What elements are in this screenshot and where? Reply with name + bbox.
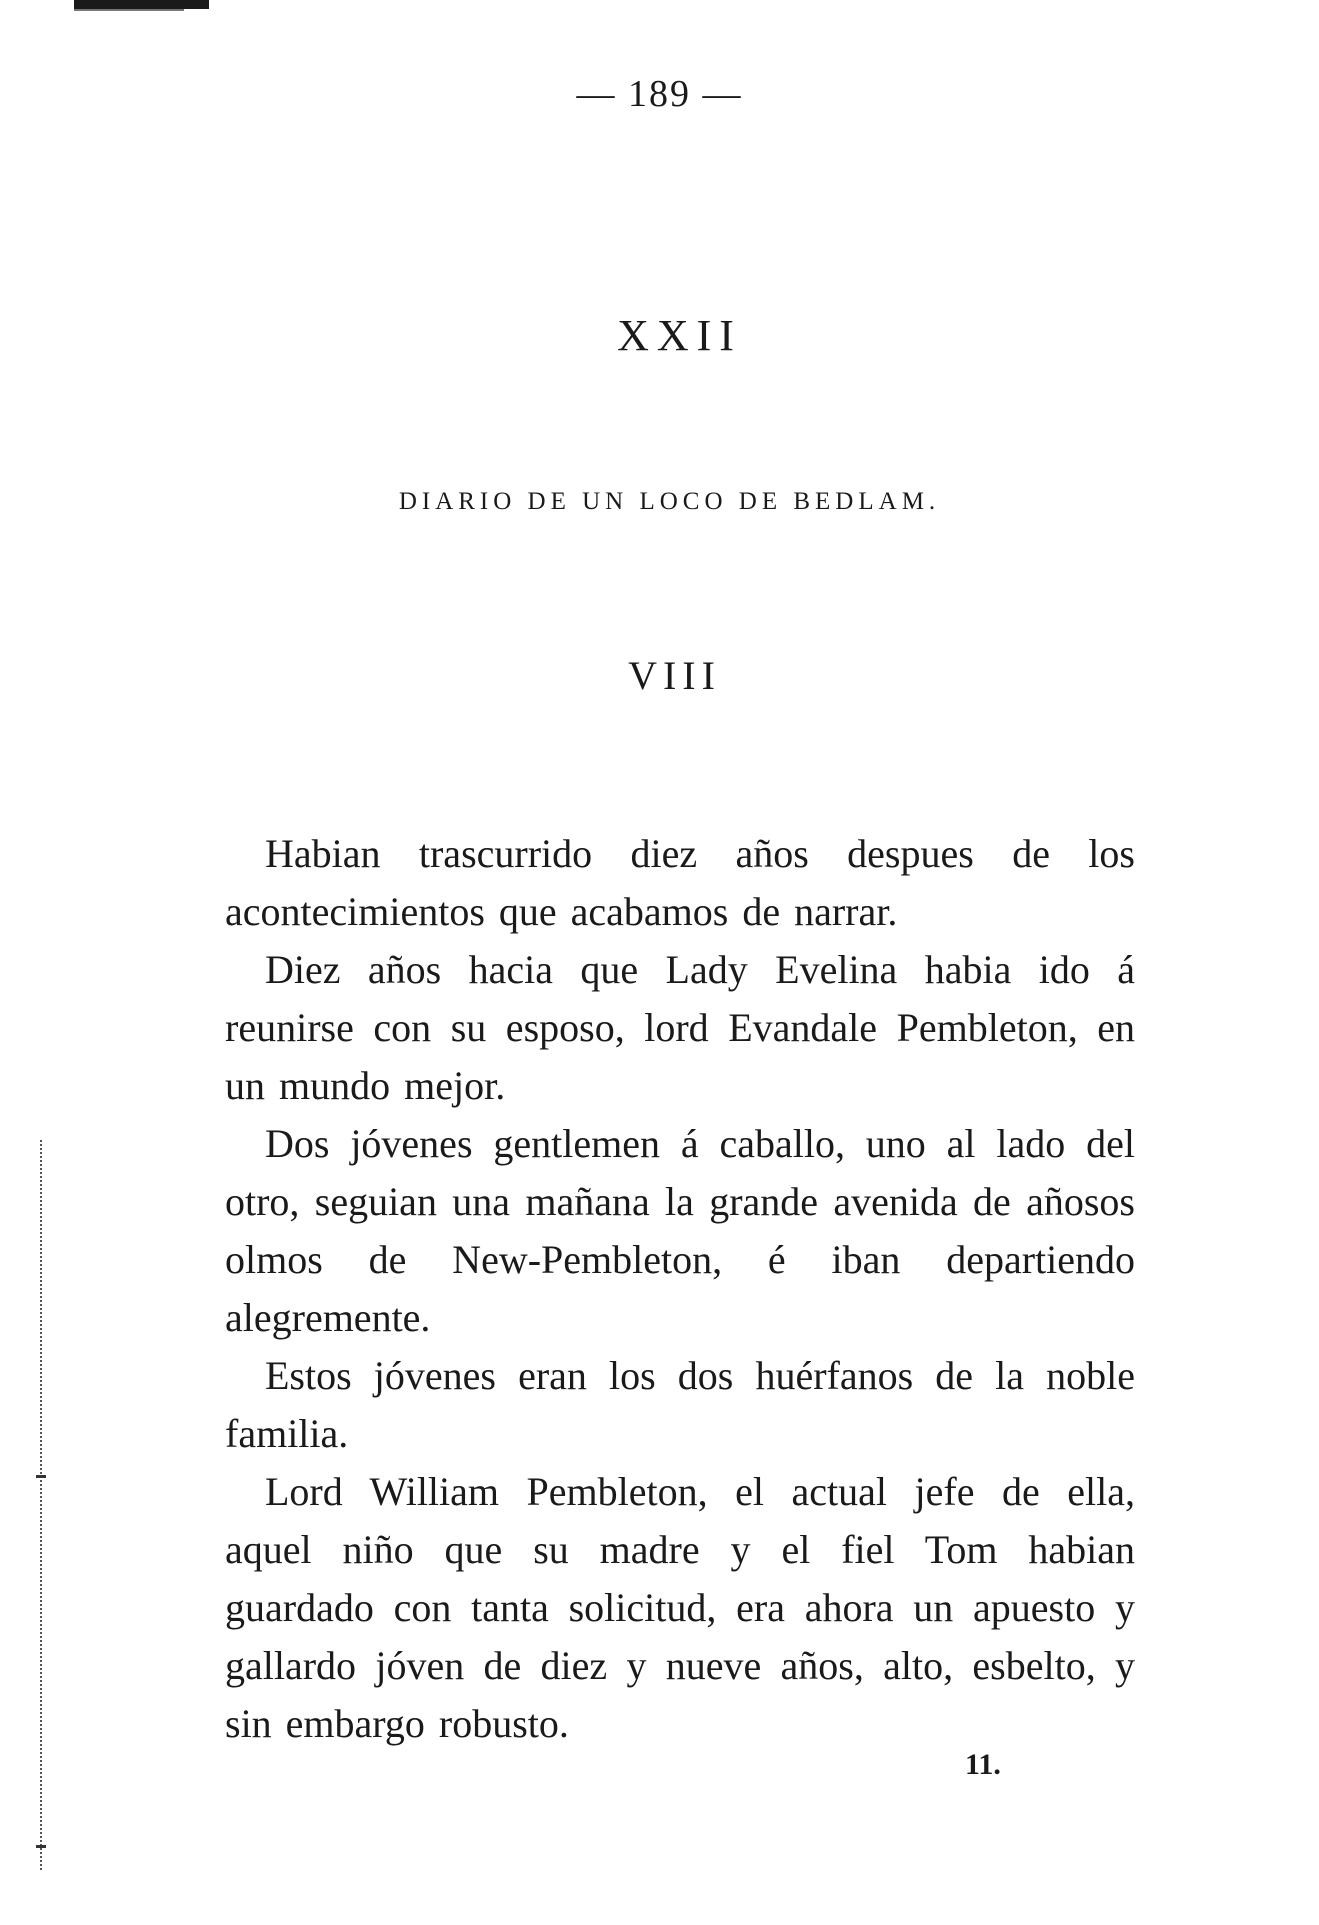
scan-edge-mark [74,0,209,9]
chapter-title: DIARIO DE UN LOCO DE BEDLAM. [398,488,941,515]
paragraph: Habian trascurrido diez años despues de los acontecimientos que acabamos de narrar. [225,831,1135,934]
binding-gutter [40,1140,45,1870]
chapter-number: XXII [617,311,742,360]
gutter-tick [36,1475,46,1478]
paragraph: Diez años hacia que Lady Evelina habia ido á reunirse con su esposo, lord Evandale Pembleton, en un mundo mejor. [225,947,1135,1108]
paragraph: Dos jóvenes gentlemen á caballo, uno al lado del otro, seguian una mañana la grande avenida de añosos olmos de New-Pembleton, é iban departiendo alegremente. [225,1121,1135,1340]
paragraph: Estos jóvenes eran los dos huérfanos de la noble familia. [225,1353,1135,1456]
page-number: — 189 — [576,73,743,115]
body-text [225,825,1135,1753]
paragraph: Lord William Pembleton, el actual jefe de ella, aquel niño que su madre y el fiel Tom habian guardado con tanta solicitud, era ahora un apuesto y gallardo jóven de diez y nueve años, alto, esbelto, y sin embargo robusto. [225,1469,1135,1746]
gutter-tick [36,1845,46,1848]
part-number: VIII [628,653,721,698]
signature-mark: 11. [965,1748,1001,1781]
